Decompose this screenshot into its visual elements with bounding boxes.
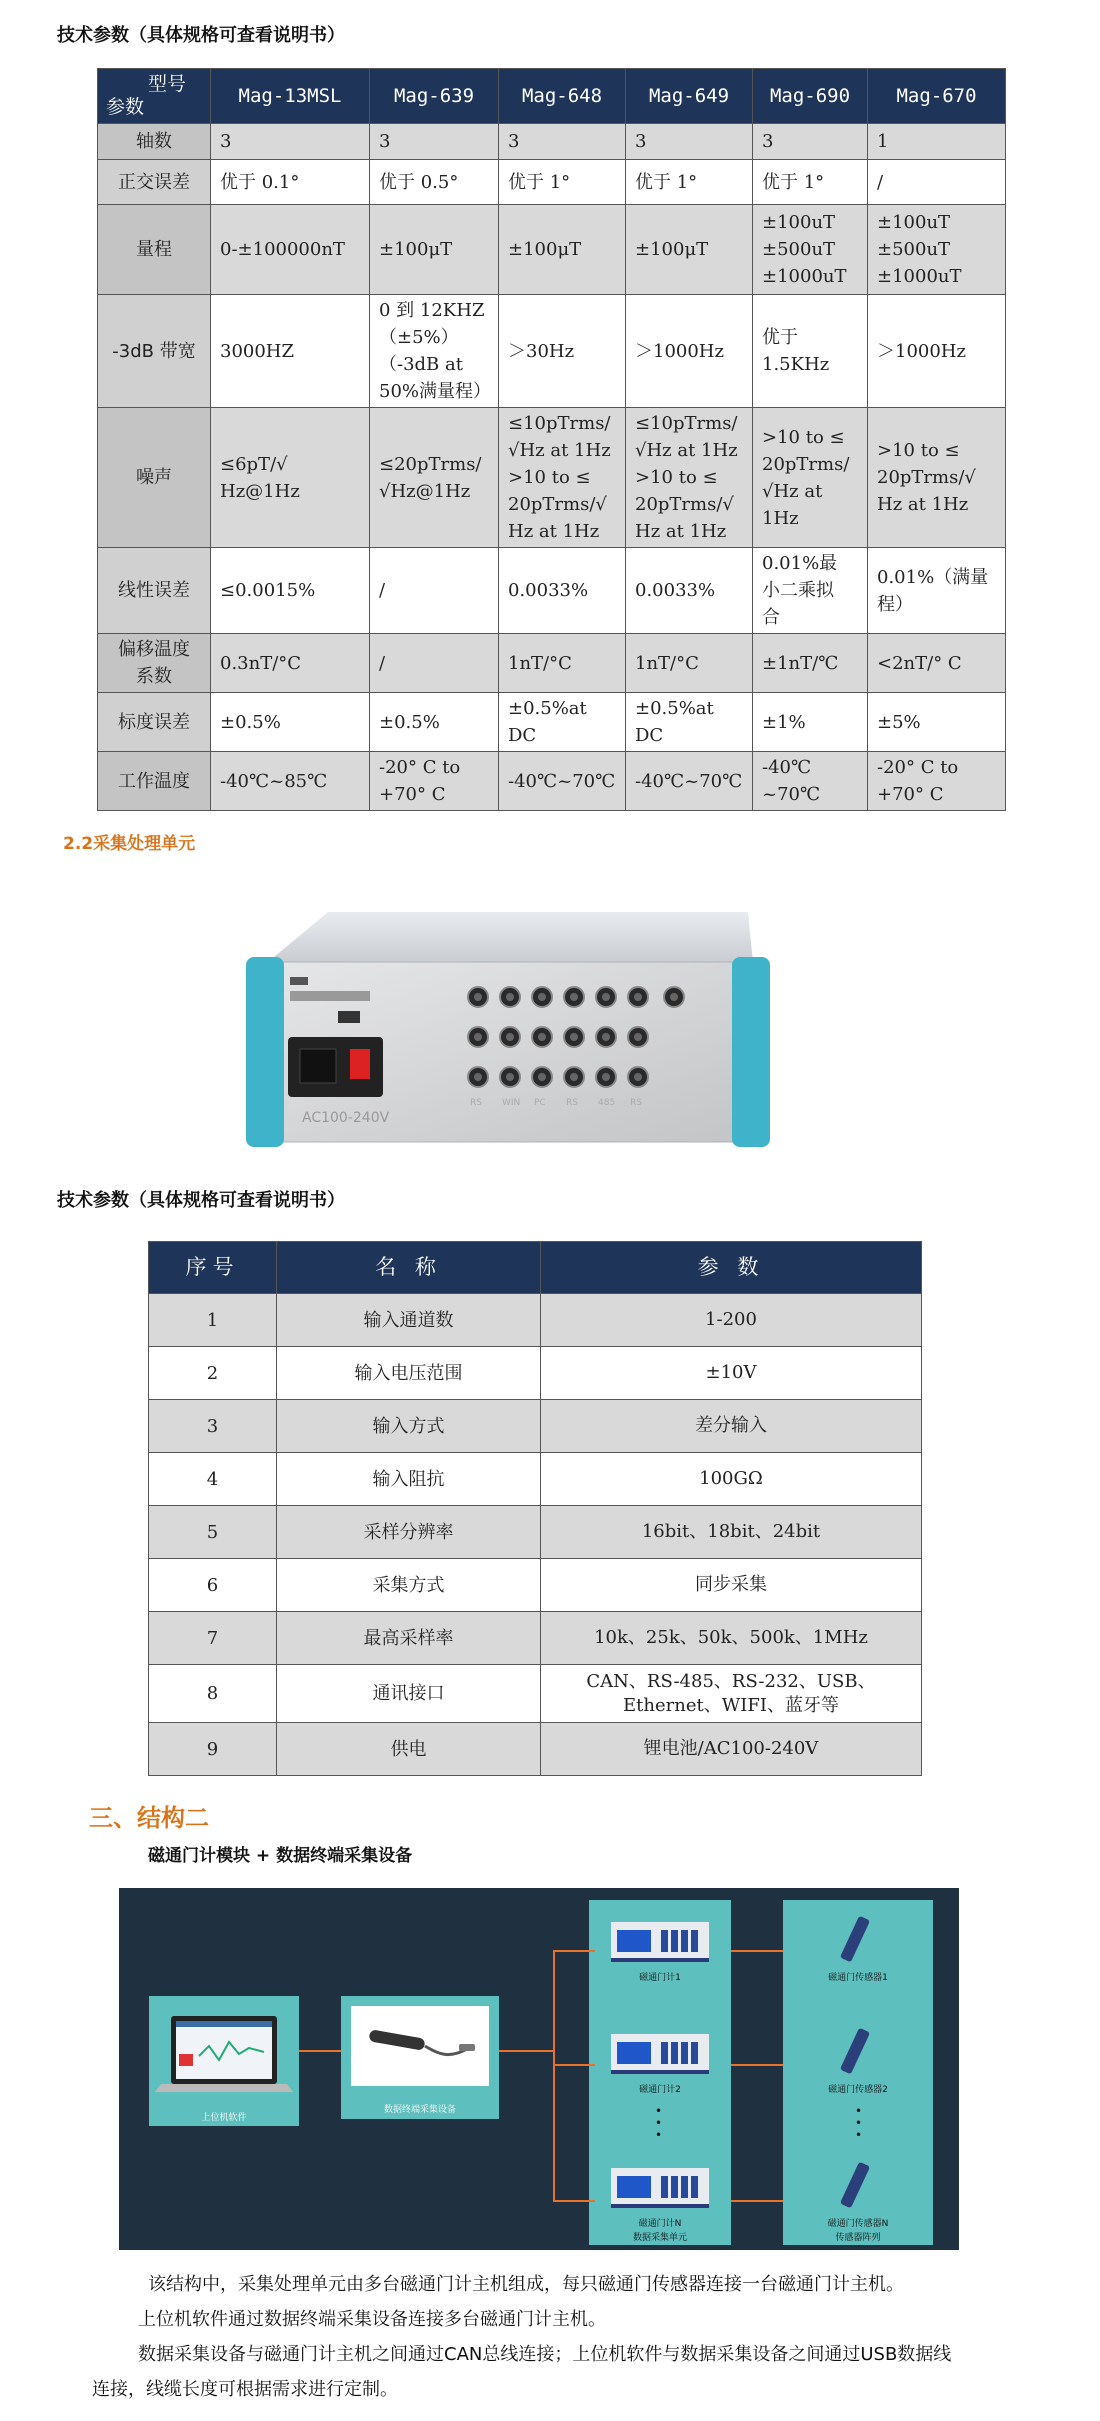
params-name: 输入通道数 xyxy=(277,1294,541,1347)
spec-cell: 0.3nT/°C xyxy=(211,634,370,693)
params-no: 7 xyxy=(149,1612,277,1665)
spec-cell: 优于 1° xyxy=(499,160,626,205)
paragraph: 数据采集设备与磁通门计主机之间通过CAN总线连接；上位机软件与数据采集设备之间通过USB数据线 xyxy=(138,2344,952,2365)
spec-cell: -40℃~70℃ xyxy=(499,752,626,811)
params-value: 1-200 xyxy=(541,1294,922,1347)
device-port-label: RS xyxy=(630,1098,642,1108)
structure-diagram xyxy=(119,1888,959,2250)
connector-line xyxy=(553,2064,595,2066)
spec-cell: 0.0033% xyxy=(499,548,626,634)
spec-cell: 优于 0.1° xyxy=(211,160,370,205)
device-port-pin xyxy=(474,993,482,1001)
spec-row xyxy=(98,693,1006,752)
connector-line xyxy=(553,1950,555,2202)
params-row xyxy=(149,1723,922,1776)
device-port-pin xyxy=(602,993,610,1001)
spec-cell: 0.0033% xyxy=(626,548,753,634)
params-no: 9 xyxy=(149,1723,277,1776)
params-value: 100GΩ xyxy=(541,1453,922,1506)
spec-cell: 3000HZ xyxy=(211,295,370,408)
device-port-pin xyxy=(634,1033,642,1041)
params-no: 4 xyxy=(149,1453,277,1506)
sensors-panel xyxy=(783,1900,933,2245)
spec-row xyxy=(98,295,1006,408)
spec-cell: -40℃~85℃ xyxy=(211,752,370,811)
meters-panel xyxy=(589,1900,731,2245)
paragraph: 该结构中，采集处理单元由多台磁通门计主机组成，每只磁通门传感器连接一台磁通门计主机。 xyxy=(148,2274,904,2295)
meter-screen xyxy=(617,1930,651,1952)
spec-cell: -20° C to +70° C xyxy=(370,752,499,811)
spec-row xyxy=(98,160,1006,205)
spec-cell: ±100uT ±500uT ±1000uT xyxy=(868,205,1006,295)
device-port-pin xyxy=(506,1033,514,1041)
spec-cell: / xyxy=(868,160,1006,205)
terminal-label: 数据终端采集设备 xyxy=(383,2105,456,2115)
spec-cell: ±100uT ±500uT ±1000uT xyxy=(753,205,868,295)
spec-cell: ≤10pTrms/ √Hz at 1Hz >10 to ≤ 20pTrms/√ Hz at 1Hz xyxy=(499,408,626,548)
spec-cell: 0-±100000nT xyxy=(211,205,370,295)
params-row xyxy=(149,1294,922,1347)
params-name: 输入阻抗 xyxy=(277,1453,541,1506)
spec-cell: ＞30Hz xyxy=(499,295,626,408)
spec-cell: -20° C to +70° C xyxy=(868,752,1006,811)
spec-cell: / xyxy=(370,548,499,634)
spec-row-label: 偏移温度 系数 xyxy=(98,634,211,693)
spec-cell: 3 xyxy=(211,124,370,160)
model-header: Mag-690 xyxy=(753,69,868,124)
spec-cell: ≤10pTrms/ √Hz at 1Hz >10 to ≤ 20pTrms/√ Hz at 1Hz xyxy=(626,408,753,548)
connector-line xyxy=(499,2050,553,2052)
spec-cell: 优于 0.5° xyxy=(370,160,499,205)
model-header: Mag-670 xyxy=(868,69,1006,124)
params-row xyxy=(149,1506,922,1559)
spec-row xyxy=(98,408,1006,548)
params-row xyxy=(149,1665,922,1723)
meter-keypad xyxy=(661,1930,701,1952)
header-name: 名 称 xyxy=(277,1242,541,1294)
device-port-label: RS xyxy=(566,1098,578,1108)
params-row xyxy=(149,1612,922,1665)
spec-row-label: 标度误差 xyxy=(98,693,211,752)
params-no: 6 xyxy=(149,1559,277,1612)
device-port-pin xyxy=(474,1033,482,1041)
spec-cell: 3 xyxy=(499,124,626,160)
corner-cell xyxy=(98,69,211,124)
spec-row-label: 量程 xyxy=(98,205,211,295)
spec-cell: 0.01%最 小二乘拟 合 xyxy=(753,548,868,634)
params-value: 10k、25k、50k、500k、1MHz xyxy=(541,1612,922,1665)
params-no: 1 xyxy=(149,1294,277,1347)
meter-screen xyxy=(617,2042,651,2064)
fluxgate-sensor xyxy=(783,2028,933,2098)
spec-row xyxy=(98,752,1006,811)
connector-line xyxy=(553,1950,595,1952)
sensor-probe-icon xyxy=(840,2162,870,2209)
params-value: ±10V xyxy=(541,1347,922,1400)
spec-cell: -40℃ ~70℃ xyxy=(753,752,868,811)
params-name: 供电 xyxy=(277,1723,541,1776)
params-row xyxy=(149,1400,922,1453)
spec-row xyxy=(98,124,1006,160)
spec-cell: <2nT/° C xyxy=(868,634,1006,693)
spec-cell: ±0.5% xyxy=(370,693,499,752)
meter-screen xyxy=(617,2176,651,2198)
spec-row xyxy=(98,634,1006,693)
meter-keypad xyxy=(661,2042,701,2064)
fluxgate-sensor xyxy=(783,1916,933,1986)
device-port-pin xyxy=(602,1073,610,1081)
spec-cell: >10 to ≤ 20pTrms/√ Hz at 1Hz xyxy=(868,408,1006,548)
spec-cell: 优于 1° xyxy=(626,160,753,205)
spec-cell: 1nT/°C xyxy=(499,634,626,693)
spec-cell: ≤20pTrms/ √Hz@1Hz xyxy=(370,408,499,548)
spec-row-label: 工作温度 xyxy=(98,752,211,811)
params-row xyxy=(149,1559,922,1612)
fluxgate-meter xyxy=(607,1922,713,1984)
spec-cell: ±1% xyxy=(753,693,868,752)
spec-cell: ±0.5%at DC xyxy=(626,693,753,752)
terminal-panel xyxy=(341,1996,499,2119)
meters-ellipsis: • • • xyxy=(655,2104,663,2142)
meter-label: 磁通门计N xyxy=(638,2219,682,2229)
spec-row-label: -3dB 带宽 xyxy=(98,295,211,408)
params-name: 输入方式 xyxy=(277,1400,541,1453)
terminal-device-icon xyxy=(341,1996,499,2092)
device-voltage-text: AC100-240V xyxy=(302,1110,390,1126)
params-value: 差分输入 xyxy=(541,1400,922,1453)
spec-table xyxy=(97,68,1006,811)
spec-cell: 优于 1° xyxy=(753,160,868,205)
header-value: 参 数 xyxy=(541,1242,922,1294)
spec-row xyxy=(98,548,1006,634)
spec-cell: 1 xyxy=(868,124,1006,160)
params-row xyxy=(149,1453,922,1506)
connector-line xyxy=(731,2064,783,2066)
params-name: 通讯接口 xyxy=(277,1665,541,1723)
spec-cell: ＞1000Hz xyxy=(868,295,1006,408)
meter-label: 磁通门计2 xyxy=(639,2085,681,2095)
params-name: 最高采样率 xyxy=(277,1612,541,1665)
sensors-group-label: 传感器阵列 xyxy=(835,2233,881,2243)
params-name: 采样分辨率 xyxy=(277,1506,541,1559)
params-no: 3 xyxy=(149,1400,277,1453)
connector-line xyxy=(553,2200,595,2202)
fluxgate-meter xyxy=(607,2168,713,2230)
device-port-pin xyxy=(570,993,578,1001)
model-header: Mag-648 xyxy=(499,69,626,124)
params-no: 8 xyxy=(149,1665,277,1723)
params-value: 16bit、18bit、24bit xyxy=(541,1506,922,1559)
fluxgate-meter xyxy=(607,2034,713,2096)
corner-bottom-label: 参数 xyxy=(106,96,145,118)
device-port-pin xyxy=(474,1073,482,1081)
meter-label: 磁通门计1 xyxy=(639,1973,681,1983)
spec-cell: ±0.5%at DC xyxy=(499,693,626,752)
section-title-acquisition: 2.2采集处理单元 xyxy=(63,834,196,854)
spec-cell: 0 到 12KHZ （±5%） （-3dB at 50%满量程） xyxy=(370,295,499,408)
spec-cell: ±100μT xyxy=(370,205,499,295)
device-port-pin xyxy=(506,993,514,1001)
corner-top-label: 型号 xyxy=(148,73,187,95)
device-port-pin xyxy=(634,1073,642,1081)
model-header: Mag-639 xyxy=(370,69,499,124)
spec-cell: ±100μT xyxy=(499,205,626,295)
spec-cell: 优于 1.5KHz xyxy=(753,295,868,408)
laptop-panel xyxy=(149,1996,299,2126)
params-name: 采集方式 xyxy=(277,1559,541,1612)
connector-line xyxy=(731,1950,783,1952)
meter-keypad xyxy=(661,2176,701,2198)
device-port-pin xyxy=(670,993,678,1001)
spec-cell: 1nT/°C xyxy=(626,634,753,693)
sensor-probe-icon xyxy=(840,2028,870,2075)
spec-cell: ±5% xyxy=(868,693,1006,752)
spec-cell: ≤6pT/√ Hz@1Hz xyxy=(211,408,370,548)
spec-row-label: 噪声 xyxy=(98,408,211,548)
spec-cell: ±1nT/℃ xyxy=(753,634,868,693)
header-no: 序号 xyxy=(149,1242,277,1294)
spec-cell: ±100μT xyxy=(626,205,753,295)
spec-cell: ＞1000Hz xyxy=(626,295,753,408)
meter-device-icon xyxy=(611,2034,709,2074)
device-port-label: RS xyxy=(470,1098,482,1108)
meter-device-icon xyxy=(611,2168,709,2208)
device-port-pin xyxy=(570,1073,578,1081)
spec-cell: 3 xyxy=(753,124,868,160)
section-subtitle: 磁通门计模块 + 数据终端采集设备 xyxy=(148,1846,413,1866)
spec-cell: 0.01%（满量 程） xyxy=(868,548,1006,634)
params-value: 锂电池/AC100-240V xyxy=(541,1723,922,1776)
sensor-label: 磁通门传感器N xyxy=(827,2219,889,2229)
device-port-pin xyxy=(538,1073,546,1081)
device-port-pin xyxy=(538,993,546,1001)
paragraph: 连接，线缆长度可根据需求进行定制。 xyxy=(92,2379,398,2400)
spec-cell: 3 xyxy=(370,124,499,160)
params-value: 同步采集 xyxy=(541,1559,922,1612)
spec-header-row xyxy=(98,69,1006,124)
section-title-structure-two: 三、结构二 xyxy=(89,1804,209,1832)
params-name: 输入电压范围 xyxy=(277,1347,541,1400)
connector-line xyxy=(299,2050,341,2052)
params-value: CAN、RS-485、RS-232、USB、 Ethernet、WIFI、蓝牙等 xyxy=(541,1665,922,1723)
spec-cell: 3 xyxy=(626,124,753,160)
spec-cell: -40℃~70℃ xyxy=(626,752,753,811)
paragraph: 上位机软件通过数据终端采集设备连接多台磁通门计主机。 xyxy=(138,2309,606,2330)
params-header-row xyxy=(149,1242,922,1294)
device-port-pin xyxy=(570,1033,578,1041)
spec-row xyxy=(98,205,1006,295)
device-port-label: 485 xyxy=(598,1098,616,1108)
device-port-pin xyxy=(506,1073,514,1081)
acquisition-unit-image xyxy=(238,907,778,1162)
params-no: 5 xyxy=(149,1506,277,1559)
sensor-label: 磁通门传感器1 xyxy=(828,1973,888,1983)
laptop-label: 上位机软件 xyxy=(201,2113,247,2123)
device-port-pin xyxy=(602,1033,610,1041)
params-row xyxy=(149,1347,922,1400)
connector-line xyxy=(731,2200,783,2202)
spec-row-label: 线性误差 xyxy=(98,548,211,634)
model-header: Mag-13MSL xyxy=(211,69,370,124)
spec-cell: >10 to ≤ 20pTrms/ √Hz at 1Hz xyxy=(753,408,868,548)
params-no: 2 xyxy=(149,1347,277,1400)
section-title-params: 技术参数（具体规格可查看说明书） xyxy=(57,1190,345,1211)
spec-cell: / xyxy=(370,634,499,693)
fluxgate-sensor xyxy=(783,2162,933,2232)
spec-cell: ≤0.0015% xyxy=(211,548,370,634)
device-port-pin xyxy=(634,993,642,1001)
spec-row-label: 正交误差 xyxy=(98,160,211,205)
section-title-tech-params: 技术参数（具体规格可查看说明书） xyxy=(57,25,345,46)
laptop-icon xyxy=(149,1996,299,2106)
meter-device-icon xyxy=(611,1922,709,1962)
params-table xyxy=(148,1241,922,1776)
device-port-label: WIN xyxy=(502,1098,521,1108)
sensors-ellipsis: • • • xyxy=(855,2104,863,2142)
sensor-label: 磁通门传感器2 xyxy=(828,2085,888,2095)
device-port-pin xyxy=(538,1033,546,1041)
spec-cell: ±0.5% xyxy=(211,693,370,752)
meters-group-label: 数据采集单元 xyxy=(632,2233,687,2243)
spec-row-label: 轴数 xyxy=(98,124,211,160)
model-header: Mag-649 xyxy=(626,69,753,124)
device-port-label: PC xyxy=(534,1098,546,1108)
sensor-probe-icon xyxy=(840,1916,870,1963)
